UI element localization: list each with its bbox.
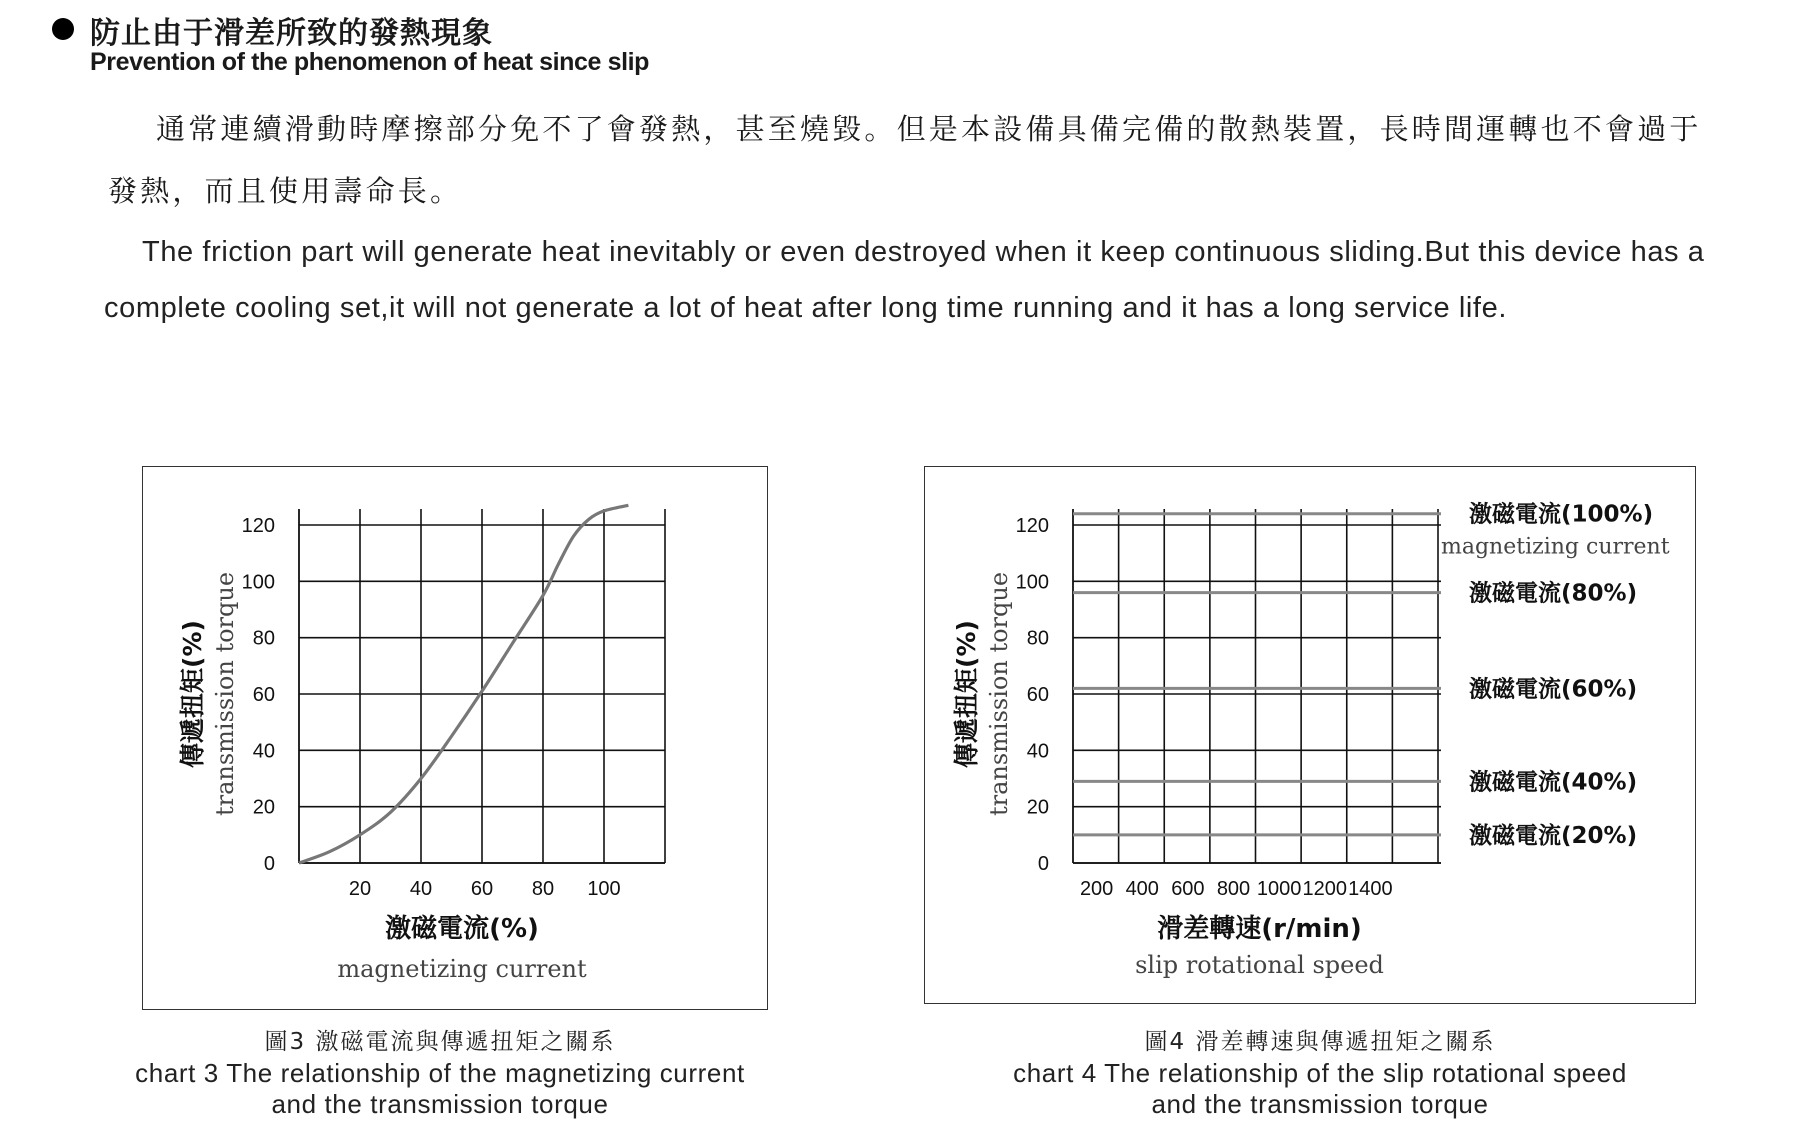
chart-3 [143, 467, 767, 1009]
series-label-en: magnetizing current [1441, 534, 1670, 560]
x-axis-title: 激磁電流(%) [385, 914, 539, 944]
chart-3-caption-en: chart 3 The relationship of the magnetizing current and the transmission torque [135, 1058, 745, 1119]
y-tick-label: 80 [252, 627, 275, 650]
body-paragraph-en: The friction part will generate heat inevitably or even destroyed when it keep continuous sliding.But this device has a complete cooling set,it will not generate a lot of heat after long time running and it has a long service life. [104, 236, 1705, 324]
x-tick-label: 20 [348, 878, 372, 900]
y-tick-label: 100 [1015, 571, 1049, 594]
y-axis-title-en: transmission torque [211, 571, 239, 817]
chart-3-caption-zh: 圖3 激磁電流與傳遞扭矩之關系 [264, 1029, 616, 1055]
heading-en: Prevention of the phenomenon of heat since slip [90, 48, 650, 76]
x-axis-title-en: magnetizing current [337, 955, 587, 983]
series-label: 激磁電流(100%) [1469, 501, 1654, 528]
x-tick-label: 60 [470, 878, 494, 900]
y-tick-label: 120 [1015, 515, 1049, 537]
heading-zh: 防止由于滑差所致的發熱現象 [90, 16, 493, 51]
x-tick-label: 200 [1079, 878, 1114, 900]
y-axis-title: 傳遞扭矩(%) [952, 620, 981, 768]
y-tick-label: 0 [263, 853, 275, 875]
y-tick-label: 0 [1037, 853, 1049, 875]
x-tick-label: 1200 [1302, 878, 1347, 900]
y-axis-title: 傳遞扭矩(%) [178, 620, 207, 768]
chart-4 [925, 467, 1695, 1003]
x-tick-label: 1000 [1256, 878, 1302, 900]
x-axis-title: 滑差轉速(r/min) [1157, 914, 1362, 944]
chart-4-caption-en: chart 4 The relationship of the slip rotational speed and the transmission torque [1013, 1058, 1627, 1119]
y-tick-label: 40 [1026, 740, 1049, 763]
y-tick-label: 100 [241, 571, 275, 594]
y-tick-label: 80 [1026, 627, 1049, 650]
series-label: 激磁電流(20%) [1469, 822, 1638, 849]
chart-3-frame [142, 466, 768, 1010]
y-tick-label: 20 [1026, 796, 1049, 819]
chart-4-frame [924, 466, 1696, 1004]
x-tick-label: 400 [1125, 878, 1159, 900]
x-axis-title-en: slip rotational speed [1135, 951, 1384, 979]
y-tick-label: 120 [241, 515, 275, 537]
x-tick-label: 40 [409, 878, 433, 900]
y-tick-label: 20 [252, 796, 275, 819]
series-label: 激磁電流(40%) [1469, 769, 1638, 796]
chart-4-caption-zh: 圖4 滑差轉速與傳遞扭矩之關系 [1144, 1029, 1496, 1055]
y-tick-label: 60 [252, 684, 275, 706]
x-tick-label: 1400 [1348, 878, 1393, 900]
x-tick-label: 80 [531, 878, 555, 900]
series-label: 激磁電流(60%) [1469, 676, 1638, 703]
series-label: 激磁電流(80%) [1469, 580, 1638, 607]
chart-4-caption [1000, 1026, 1640, 1120]
x-tick-label: 800 [1216, 878, 1251, 900]
x-tick-label: 100 [587, 878, 621, 900]
torque-curve [299, 505, 628, 863]
chart-3-caption [120, 1026, 760, 1120]
y-tick-label: 40 [252, 740, 275, 763]
x-tick-label: 600 [1171, 878, 1205, 900]
body-paragraph-zh: 通常連續滑動時摩擦部分免不了會發熱，甚至燒毀。但是本設備具備完備的散熱裝置，長時間運轉也不會過于發熱，而且使用壽命長。 [108, 112, 1702, 208]
y-axis-title-en: transmission torque [985, 571, 1013, 817]
y-tick-label: 60 [1026, 684, 1049, 706]
bullet-icon [52, 18, 74, 40]
